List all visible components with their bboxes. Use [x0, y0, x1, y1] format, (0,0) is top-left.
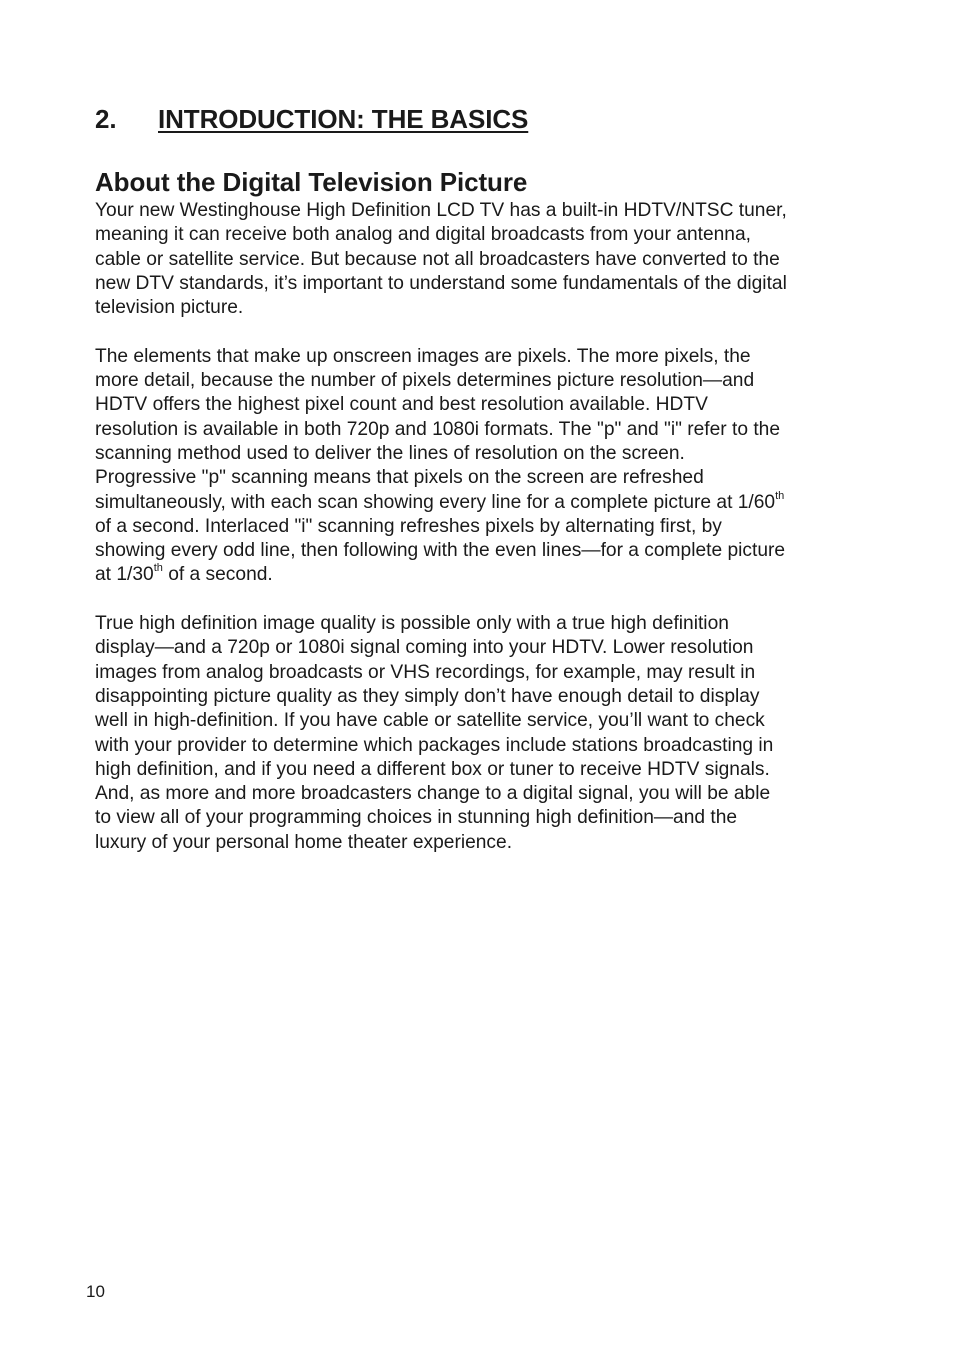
paragraph-line: And, as more and more broadcasters change to a digital signal, you will be able [95, 783, 771, 805]
paragraph-line: cable or satellite service. But because not all broadcasters have converted to the [95, 248, 780, 270]
chapter-title: INTRODUCTION: THE BASICS [158, 104, 529, 134]
paragraph-line: images from analog broadcasts or VHS recordings, for example, may result in [95, 661, 756, 683]
paragraph-intro [95, 199, 875, 320]
paragraph-line: of a second. Interlaced "i" scanning refreshes pixels by alternating first, by [95, 515, 722, 537]
paragraph-line: The elements that make up onscreen images are pixels. The more pixels, the [95, 345, 751, 367]
paragraph-line: to view all of your programming choices in stunning high definition—and the [95, 807, 738, 829]
paragraph-line: scanning method used to deliver the lines of resolution on the screen. [95, 442, 685, 464]
paragraph-line [95, 563, 875, 587]
paragraph-line: display—and a 720p or 1080i signal coming into your HDTV. Lower resolution [95, 637, 754, 659]
paragraph-line: resolution is available in both 720p and 1080i formats. The "p" and "i" refer to the [95, 418, 781, 440]
paragraph-line: television picture. [95, 297, 244, 319]
chapter-number: 2. [95, 104, 117, 134]
paragraph-line: meaning it can receive both analog and digital broadcasts from your antenna, [95, 224, 751, 246]
paragraph-line: new DTV standards, it’s important to understand some fundamentals of the digital [95, 272, 787, 294]
line-text: simultaneously, with each scan showing every line for a complete picture at 1/60 [95, 491, 776, 513]
paragraph-line [95, 491, 875, 515]
page-number: 10 [86, 1282, 105, 1301]
chapter-heading [95, 100, 875, 138]
line-text: of a second. [162, 564, 273, 586]
ordinal-superscript: th [775, 489, 785, 502]
paragraph-hd-quality [95, 612, 875, 855]
paragraph-line: True high definition image quality is possible only with a true high definition [95, 613, 729, 635]
paragraph-line: well in high-definition. If you have cable or satellite service, you’ll want to check [95, 710, 765, 732]
paragraph-pixels [95, 345, 875, 588]
paragraph-line: HDTV offers the highest pixel count and best resolution available. HDTV [95, 394, 708, 416]
paragraph-line: luxury of your personal home theater experience. [95, 831, 513, 853]
line-text: at 1/30 [95, 564, 154, 586]
paragraph-line: more detail, because the number of pixels determines picture resolution—and [95, 370, 755, 392]
paragraph-line: Progressive "p" scanning means that pixels on the screen are refreshed [95, 467, 704, 489]
paragraph-line: with your provider to determine which packages include stations broadcasting in [95, 734, 774, 756]
paragraph-line: disappointing picture quality as they simply don’t have enough detail to display [95, 685, 760, 707]
section-heading: About the Digital Television Picture [95, 167, 528, 197]
paragraph-line: showing every odd line, then following with the even lines—for a complete picture [95, 540, 786, 562]
ordinal-superscript: th [153, 562, 163, 575]
page-content [95, 100, 875, 855]
paragraph-line: high definition, and if you need a different box or tuner to receive HDTV signals. [95, 758, 770, 780]
paragraph-line: Your new Westinghouse High Definition LCD TV has a built-in HDTV/NTSC tuner, [95, 200, 787, 221]
